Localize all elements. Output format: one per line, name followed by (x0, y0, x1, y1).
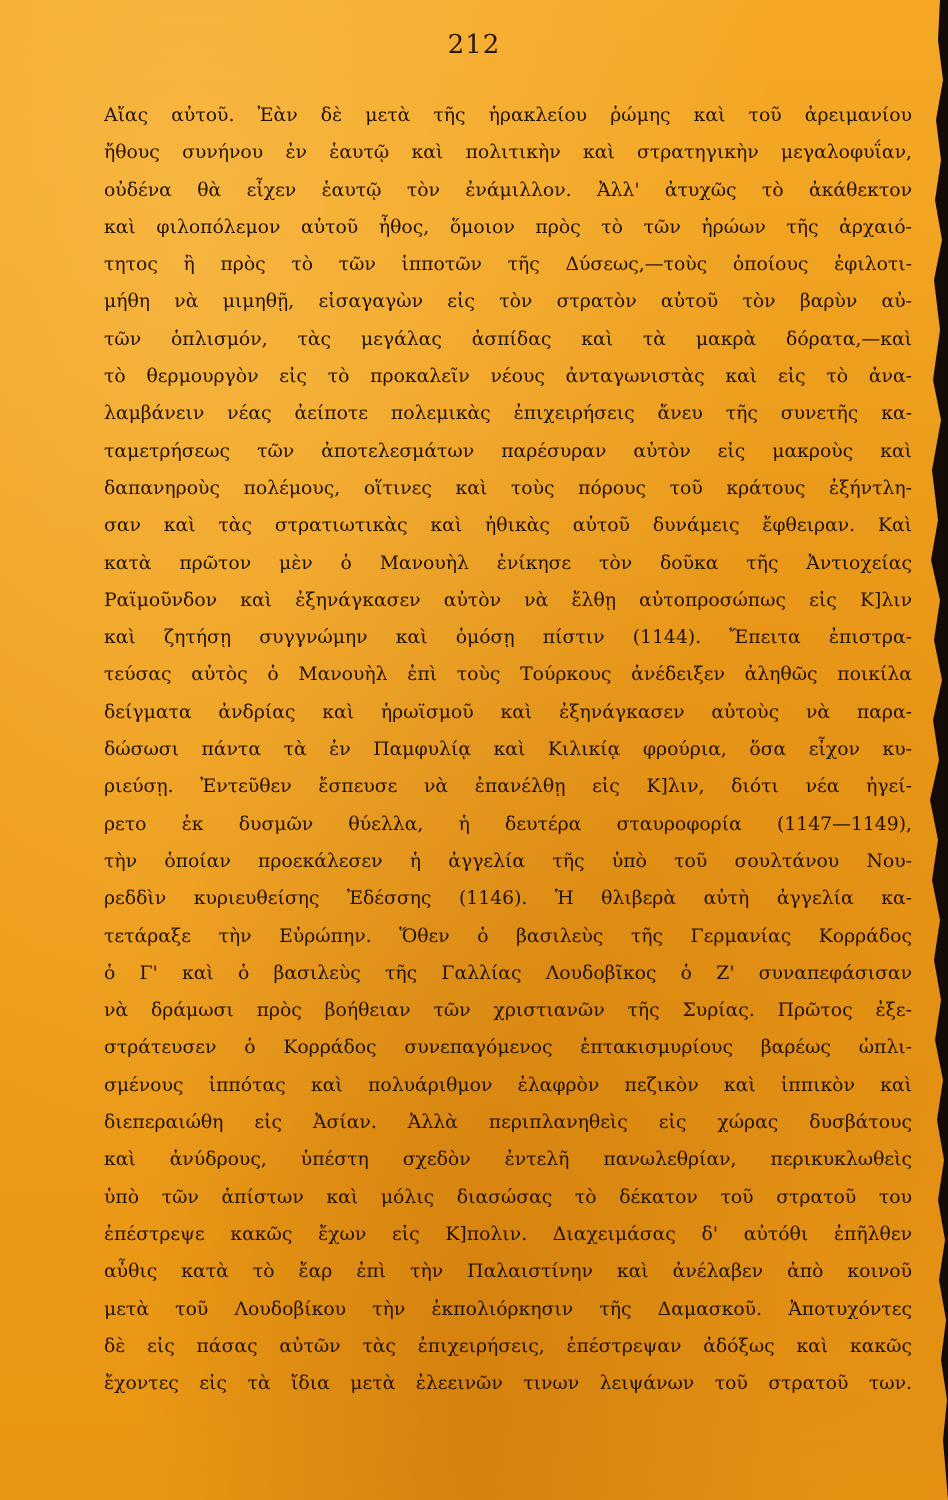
body-text (104, 97, 912, 1402)
text-line: τετάραξε τὴν Εὐρώπην. Ὅθεν ὁ βασιλεὺς τῆς Γερμανίας Κορράδος (104, 925, 912, 947)
text-line: δώσωσι πάντα τὰ ἐν Παμφυλίᾳ καὶ Κιλικίᾳ φρούρια, ὅσα εἶχον κυ- (104, 739, 912, 761)
text-line: τὸ θερμουργὸν εἰς τὸ προκαλεῖν νέους ἀνταγωνιστὰς καὶ εἰς τὸ ἀνα- (104, 366, 912, 388)
text-line: αὖθις κατὰ τὸ ἔαρ ἐπὶ τὴν Παλαιστίνην καὶ ἀνέλαβεν ἀπὸ κοινοῦ (104, 1261, 912, 1283)
text-line: σμένους ἱππότας καὶ πολυάριθμον ἐλαφρὸν πεζικὸν καὶ ἱππικὸν καὶ (104, 1074, 912, 1096)
text-line: λαμβάνειν νέας ἀείποτε πολεμικὰς ἐπιχειρήσεις ἄνευ τῆς συνετῆς κα- (104, 403, 912, 425)
text-line: ἔχοντες εἰς τὰ ἴδια μετὰ ἐλεεινῶν τινων λειψάνων τοῦ στρατοῦ των. (104, 1373, 912, 1395)
text-line: μήθη νὰ μιμηθῇ, εἰσαγαγὼν εἰς τὸν στρατὸν αὐτοῦ τὸν βαρὺν αὐ- (104, 291, 912, 313)
text-line: τὴν ὁποίαν προεκάλεσεν ἡ ἀγγελία τῆς ὑπὸ τοῦ σουλτάνου Νου- (104, 850, 912, 872)
text-line: ριεύσῃ. Ἐντεῦθεν ἔσπευσε νὰ ἐπανέλθῃ εἰς Κ]λιν, διότι νέα ἠγεί- (104, 776, 912, 798)
text-line: οὐδένα θὰ εἶχεν ἑαυτῷ τὸν ἐνάμιλλον. Ἀλλ' ἀτυχῶς τὸ ἀκάθεκτον (104, 179, 912, 201)
text-line: ὁ Γ' καὶ ὁ βασιλεὺς τῆς Γαλλίας Λουδοβῖκος ὁ Ζ' συναπεφάσισαν (104, 962, 912, 984)
text-line: καὶ ζητήσῃ συγγνώμην καὶ ὁμόσῃ πίστιν (1144). Ἔπειτα ἐπιστρα- (104, 627, 912, 649)
text-line: Ραϊμοῦνδον καὶ ἐξηνάγκασεν αὐτὸν νὰ ἔλθῃ αὐτοπροσώπως εἰς Κ]λιν (104, 589, 912, 611)
text-line: ρεδδὶν κυριευθείσης Ἐδέσσης (1146). Ἡ θλιβερὰ αὐτὴ ἀγγελία κα- (104, 888, 912, 910)
text-line: ὑπὸ τῶν ἀπίστων καὶ μόλις διασώσας τὸ δέκατον τοῦ στρατοῦ του (104, 1186, 912, 1208)
text-line: ταμετρήσεως τῶν ἀποτελεσμάτων παρέσυραν αὐτὸν εἰς μακροὺς καὶ (104, 440, 912, 462)
text-line: ρετο ἐκ δυσμῶν θύελλα, ἡ δευτέρα σταυροφορία (1147—1149), (104, 813, 912, 835)
text-line: Αἴας αὐτοῦ. Ἐὰν δὲ μετὰ τῆς ἡρακλείου ῥώμης καὶ τοῦ ἀρειμανίου (104, 105, 912, 126)
text-line: δὲ εἰς πάσας αὐτῶν τὰς ἐπιχειρήσεις, ἐπέστρεψαν ἀδόξως καὶ κακῶς (104, 1335, 912, 1357)
text-line: δαπανηροὺς πολέμους, οἵτινες καὶ τοὺς πόρους τοῦ κράτους ἐξήντλη- (104, 477, 912, 499)
text-line: διεπεραιώθη εἰς Ἀσίαν. Ἀλλὰ περιπλανηθεὶς εἰς χώρας δυσβάτους (104, 1112, 912, 1134)
text-line: ἤθους συνήνου ἐν ἑαυτῷ καὶ πολιτικὴν καὶ στρατηγικὴν μεγαλοφυΐαν, (104, 142, 912, 164)
text-line: καὶ ἀνύδρους, ὑπέστη σχεδὸν ἐντελῆ πανωλεθρίαν, περικυκλωθεὶς (104, 1149, 912, 1171)
text-line: τῶν ὁπλισμόν, τὰς μεγάλας ἀσπίδας καὶ τὰ μακρὰ δόρατα,—καὶ (104, 328, 912, 350)
page-number: 212 (447, 30, 501, 60)
text-line: ἐπέστρεψε κακῶς ἔχων εἰς Κ]πολιν. Διαχειμάσας δ' αὐτόθι ἐπῆλθεν (104, 1223, 912, 1245)
text-line: μετὰ τοῦ Λουδοβίκου τὴν ἐκπολιόρκησιν τῆς Δαμασκοῦ. Ἀποτυχόντες (104, 1298, 912, 1320)
text-line: στράτευσεν ὁ Κορράδος συνεπαγόμενος ἑπτακισμυρίους βαρέως ὡπλι- (104, 1037, 912, 1059)
text-line: νὰ δράμωσι πρὸς βοήθειαν τῶν χριστιανῶν τῆς Συρίας. Πρῶτος ἐξε- (104, 1000, 912, 1022)
text-line: τητος ἢ πρὸς τὸ τῶν ἱπποτῶν τῆς Δύσεως,—τοὺς ὁποίους ἐφιλοτι- (104, 254, 912, 276)
text-line: σαν καὶ τὰς στρατιωτικὰς καὶ ἠθικὰς αὐτοῦ δυνάμεις ἔφθειραν. Καὶ (104, 515, 912, 537)
text-line: κατὰ πρῶτον μὲν ὁ Μανουὴλ ἐνίκησε τὸν δοῦκα τῆς Ἀντιοχείας (104, 552, 912, 574)
text-line: δείγματα ἀνδρίας καὶ ἡρωϊσμοῦ καὶ ἐξηνάγκασεν αὐτοὺς νὰ παρα- (104, 701, 912, 723)
text-line: τεύσας αὐτὸς ὁ Μανουὴλ ἐπὶ τοὺς Τούρκους ἀνέδειξεν ἀληθῶς ποικίλα (104, 664, 912, 686)
text-line: καὶ φιλοπόλεμον αὐτοῦ ἦθος, ὅμοιον πρὸς τὸ τῶν ἡρώων τῆς ἀρχαιό- (104, 216, 912, 238)
